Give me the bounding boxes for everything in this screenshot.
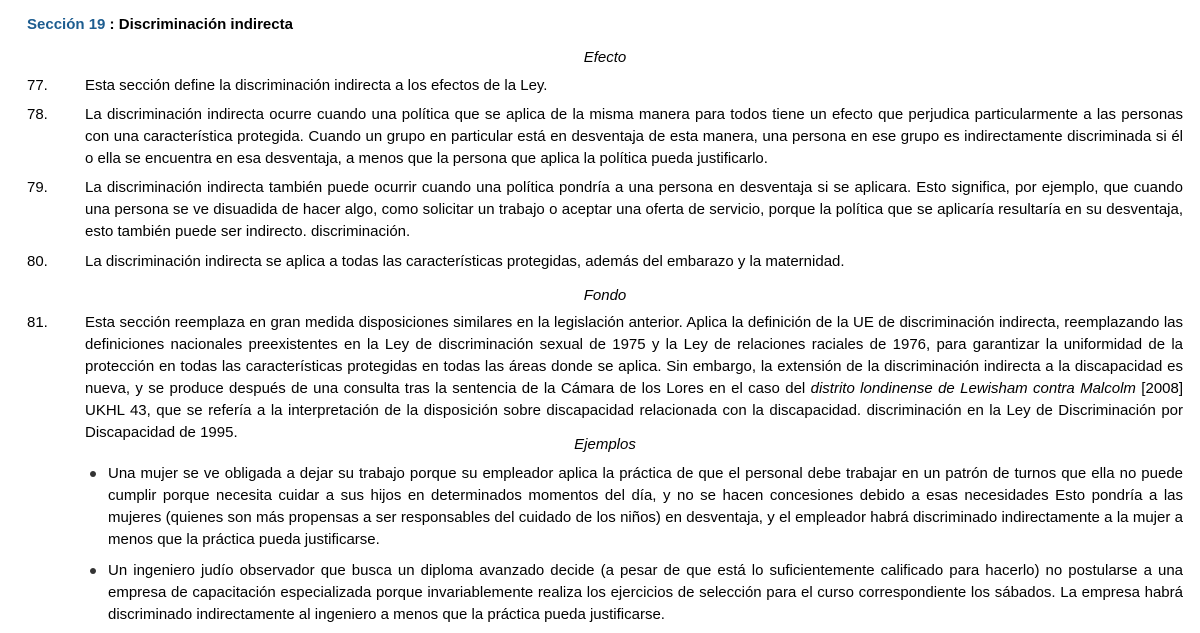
paragraph-text: La discriminación indirecta se aplica a todas las características protegidas, además del embarazo y la maternidad. [85,253,845,270]
bullet-icon [90,471,96,477]
example-text: Un ingeniero judío observador que busca un diploma avanzado decide (a pesar de que está lo suficientemente calificado para hacerlo) no postularse a una empresa de capacitación especializada porque invariablemente realiza los ejercicios de selección para el curso correspondiente los sábados. La empresa habrá discriminado indirectamente al ingeniero a menos que la práctica pueda justificarse. [108,562,1183,623]
bullet-icon [90,568,96,574]
paragraph-text: Esta sección define la discriminación indirecta a los efectos de la Ley. [85,77,548,94]
paragraph-text: La discriminación indirecta ocurre cuando una política que se aplica de la misma manera para todos tiene un efecto que perjudica particularmente a las personas con una característica protegida. Cuando un grupo en particular está en desventaja de esta manera, una persona en ese grupo es indirectamente discriminada si él o ella se encuentra en esa desventaja, a menos que la persona que aplica la política pueda justificarlo. [85,106,1183,167]
example-item-2 [90,560,1183,626]
paragraph-text-after: [2008] UKHL 43, que se refería a la interpretación de la disposición sobre discapacidad relacionada con la discapacidad. discriminación en la Ley de Discriminación por Discapacidad de 1995. [85,380,1184,441]
paragraph-number: 81. [27,314,48,331]
paragraph-text: La discriminación indirecta también puede ocurrir cuando una política pondría a una persona en desventaja si se aplicara. Esto significa, por ejemplo, que cuando una persona se ve disuadida de hacer algo, como solicitar un trabajo o aceptar una oferta de servicio, porque la política que se aplicaría resultaría en su desventaja, esto también puede ser indirecto. discriminación. [85,179,1183,240]
section-header [27,14,293,36]
heading-effect: Efecto [583,49,627,66]
example-text: Una mujer se ve obligada a dejar su trabajo porque su empleador aplica la práctica de que el personal debe trabajar en un patrón de turnos que ella no puede cumplir porque necesita cuidar a sus hijos en determinados momentos del día, y no se hacen concesiones debido a esas necesidades Esto pondría a las mujeres (quienes son más propensas a ser responsables del cuidado de los niños) en desventaja, y el empleador habrá discriminado indirectamente a la mujer a menos que la práctica pueda justificarse. [108,465,1183,548]
paragraph-number: 79. [27,179,48,196]
paragraph-79 [27,177,1183,243]
paragraph-text [85,312,1183,444]
paragraph-77 [27,75,1183,97]
paragraph-80 [27,251,1183,273]
paragraph-number: 78. [27,106,48,123]
paragraph-81 [27,312,1183,444]
paragraph-78 [27,104,1183,170]
paragraph-number: 80. [27,253,48,270]
header-separator: : [105,16,119,33]
example-item-1 [90,463,1183,551]
case-name: distrito londinense de Lewisham contra Malcolm [810,380,1136,397]
section-link[interactable]: Sección 19 [27,16,106,33]
paragraph-number: 77. [27,77,48,94]
heading-background: Fondo [583,287,627,304]
heading-examples: Ejemplos [574,436,636,453]
paragraph-text-before: Esta sección reemplaza en gran medida disposiciones similares en la legislación anterior. Aplica la definición de la UE de discriminación indirecta, reemplazando las definiciones nacionales preexistentes en la Ley de discriminación sexual de 1975 y la Ley de relaciones raciales de 1976, para garantizar la uniformidad de la protección en todas las características protegidas en todas las áreas donde se aplica. Sin embargo, la extensión de la discriminación indirecta a la discapacidad es nueva, y se produce después de una consulta tras la sentencia de la Cámara de los Lores en el caso del [85,314,1183,397]
section-title: Discriminación indirecta [118,16,293,33]
